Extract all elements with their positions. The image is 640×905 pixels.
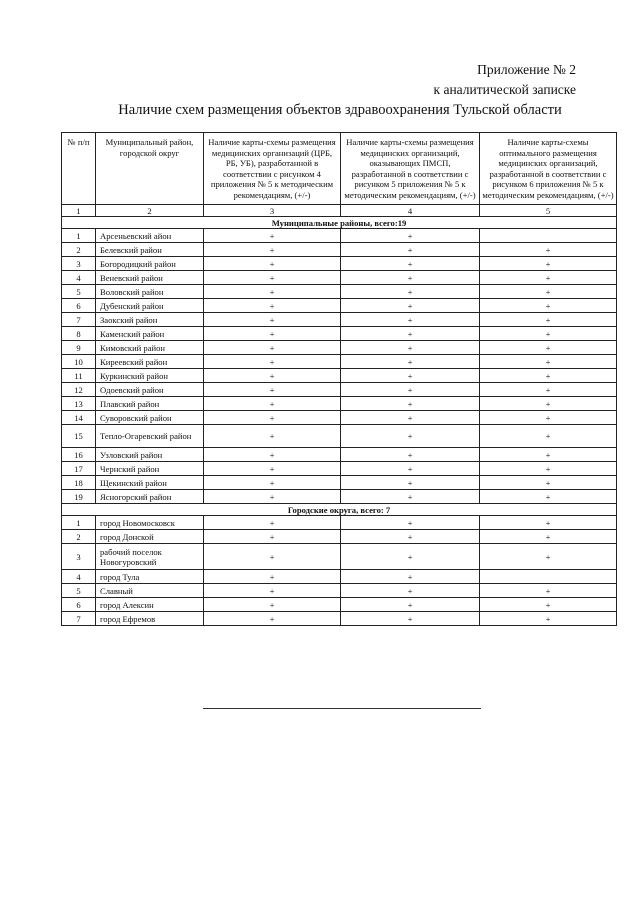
table-row [62, 229, 617, 243]
map-pmsp-value: + [341, 448, 480, 462]
table-row [62, 598, 617, 612]
map-optimal-value: + [480, 271, 617, 285]
table-row [62, 243, 617, 257]
map-pmsp-value: + [341, 341, 480, 355]
column-header-map-pmsp: Наличие карты-схемы размещения медицинских организаций, оказывающих ПМСП, разработанной в соответствии с рисунком 5 приложения № 5 к методическим рекомендациям, (+/-) [341, 133, 480, 205]
row-number: 9 [62, 341, 96, 355]
map-medical-orgs-value: + [204, 476, 341, 490]
map-medical-orgs-value: + [204, 425, 341, 448]
map-optimal-value: + [480, 462, 617, 476]
map-optimal-value: + [480, 369, 617, 383]
district-name: Богородицкий район [96, 257, 204, 271]
map-optimal-value: + [480, 285, 617, 299]
map-medical-orgs-value: + [204, 369, 341, 383]
table-row [62, 313, 617, 327]
table-row [62, 425, 617, 448]
district-name: город Донской [96, 530, 204, 544]
map-pmsp-value: + [341, 299, 480, 313]
map-optimal-value: + [480, 490, 617, 504]
map-optimal-value: + [480, 299, 617, 313]
map-optimal-value: + [480, 530, 617, 544]
row-number: 11 [62, 369, 96, 383]
map-medical-orgs-value: + [204, 355, 341, 369]
map-optimal-value: + [480, 341, 617, 355]
column-index: 1 [62, 205, 96, 217]
district-name: Узловский район [96, 448, 204, 462]
map-pmsp-value: + [341, 476, 480, 490]
table-row [62, 530, 617, 544]
map-optimal-value: + [480, 257, 617, 271]
map-medical-orgs-value: + [204, 229, 341, 243]
map-medical-orgs-value: + [204, 257, 341, 271]
map-optimal-value: + [480, 355, 617, 369]
column-header-map-medical-orgs: Наличие карты-схемы размещения медицинских организаций (ЦРБ, РБ, УБ), разработанной в соответствии с рисунком 4 приложения № 5 к методическим рекомендациям, (+/-) [204, 133, 341, 205]
column-index: 2 [96, 205, 204, 217]
map-pmsp-value: + [341, 271, 480, 285]
table-row [62, 257, 617, 271]
map-optimal-value: + [480, 584, 617, 598]
district-name: город Ефремов [96, 612, 204, 626]
map-medical-orgs-value: + [204, 383, 341, 397]
map-pmsp-value: + [341, 257, 480, 271]
row-number: 18 [62, 476, 96, 490]
row-number: 1 [62, 229, 96, 243]
section-heading-urban: Городские округа, всего: 7 [62, 504, 617, 516]
map-medical-orgs-value: + [204, 243, 341, 257]
table-row [62, 299, 617, 313]
map-pmsp-value: + [341, 570, 480, 584]
table-row [62, 490, 617, 504]
district-name: Арсеньевский айон [96, 229, 204, 243]
map-medical-orgs-value: + [204, 584, 341, 598]
row-number: 3 [62, 257, 96, 271]
row-number: 2 [62, 530, 96, 544]
column-index: 3 [204, 205, 341, 217]
district-name: Веневский район [96, 271, 204, 285]
map-pmsp-value: + [341, 383, 480, 397]
map-pmsp-value: + [341, 598, 480, 612]
map-pmsp-value: + [341, 425, 480, 448]
district-name: Дубенский район [96, 299, 204, 313]
health-schemes-table [61, 132, 617, 626]
district-name: Суворовский район [96, 411, 204, 425]
district-name: Заокский район [96, 313, 204, 327]
map-optimal-value [480, 570, 617, 584]
row-number: 2 [62, 243, 96, 257]
row-number: 1 [62, 516, 96, 530]
district-name: Белевский район [96, 243, 204, 257]
map-medical-orgs-value: + [204, 313, 341, 327]
map-optimal-value: + [480, 313, 617, 327]
map-medical-orgs-value: + [204, 411, 341, 425]
map-medical-orgs-value: + [204, 462, 341, 476]
section-heading-municipal: Муниципальные районы, всего:19 [62, 217, 617, 229]
district-name: Плавский район [96, 397, 204, 411]
district-name: город Новомосковск [96, 516, 204, 530]
district-name: Ясногорский район [96, 490, 204, 504]
district-name: Воловский район [96, 285, 204, 299]
column-header-number: № п/п [62, 133, 96, 205]
row-number: 4 [62, 271, 96, 285]
row-number: 19 [62, 490, 96, 504]
map-medical-orgs-value: + [204, 397, 341, 411]
table-row [62, 476, 617, 490]
document-title: Наличие схем размещения объектов здравоохранения Тульской области [118, 102, 562, 118]
district-name: рабочий поселок Новогуровский [96, 544, 204, 570]
map-medical-orgs-value: + [204, 490, 341, 504]
district-name: Киреевский район [96, 355, 204, 369]
map-optimal-value: + [480, 612, 617, 626]
map-optimal-value: + [480, 544, 617, 570]
map-pmsp-value: + [341, 229, 480, 243]
table-row [62, 327, 617, 341]
map-pmsp-value: + [341, 612, 480, 626]
map-pmsp-value: + [341, 243, 480, 257]
map-pmsp-value: + [341, 327, 480, 341]
map-pmsp-value: + [341, 355, 480, 369]
column-index: 5 [480, 205, 617, 217]
district-name: Чернский район [96, 462, 204, 476]
map-optimal-value: + [480, 411, 617, 425]
row-number: 7 [62, 612, 96, 626]
row-number: 14 [62, 411, 96, 425]
appendix-label: Приложение № 2 [477, 62, 576, 77]
table-row [62, 544, 617, 570]
district-name: Куркинский район [96, 369, 204, 383]
row-number: 13 [62, 397, 96, 411]
footer-rule [203, 708, 481, 709]
map-medical-orgs-value: + [204, 271, 341, 285]
map-medical-orgs-value: + [204, 612, 341, 626]
district-name: Славный [96, 584, 204, 598]
district-name: город Алексин [96, 598, 204, 612]
map-pmsp-value: + [341, 462, 480, 476]
map-pmsp-value: + [341, 490, 480, 504]
map-optimal-value: + [480, 383, 617, 397]
table-row [62, 570, 617, 584]
map-pmsp-value: + [341, 530, 480, 544]
row-number: 15 [62, 425, 96, 448]
map-pmsp-value: + [341, 369, 480, 383]
map-medical-orgs-value: + [204, 285, 341, 299]
column-header-map-optimal: Наличие карты-схемы оптимального размещения медицинских организаций, разработанной в соответствии с рисунком 6 приложения № 5 к методическим рекомендациям, (+/-) [480, 133, 617, 205]
row-number: 6 [62, 299, 96, 313]
table-row [62, 584, 617, 598]
table-row [62, 341, 617, 355]
map-optimal-value [480, 229, 617, 243]
map-medical-orgs-value: + [204, 570, 341, 584]
district-name: Каменский район [96, 327, 204, 341]
map-medical-orgs-value: + [204, 598, 341, 612]
table-row [62, 397, 617, 411]
map-optimal-value: + [480, 327, 617, 341]
table-row [62, 448, 617, 462]
row-number: 6 [62, 598, 96, 612]
map-medical-orgs-value: + [204, 516, 341, 530]
map-pmsp-value: + [341, 584, 480, 598]
map-optimal-value: + [480, 243, 617, 257]
map-medical-orgs-value: + [204, 299, 341, 313]
column-header-district: Муниципальный район, городской округ [96, 133, 204, 205]
note-label: к аналитической записке [433, 82, 576, 97]
map-medical-orgs-value: + [204, 327, 341, 341]
table-row [62, 369, 617, 383]
column-index: 4 [341, 205, 480, 217]
map-pmsp-value: + [341, 411, 480, 425]
row-number: 4 [62, 570, 96, 584]
column-index-row [62, 205, 617, 217]
row-number: 5 [62, 285, 96, 299]
map-optimal-value: + [480, 397, 617, 411]
map-optimal-value: + [480, 476, 617, 490]
map-optimal-value: + [480, 425, 617, 448]
map-pmsp-value: + [341, 516, 480, 530]
table-row [62, 612, 617, 626]
row-number: 10 [62, 355, 96, 369]
table-row [62, 285, 617, 299]
row-number: 8 [62, 327, 96, 341]
row-number: 5 [62, 584, 96, 598]
map-medical-orgs-value: + [204, 448, 341, 462]
district-name: Тепло-Огаревский район [96, 425, 204, 448]
map-medical-orgs-value: + [204, 530, 341, 544]
row-number: 7 [62, 313, 96, 327]
table-row [62, 462, 617, 476]
table-row [62, 271, 617, 285]
map-pmsp-value: + [341, 313, 480, 327]
district-name: город Тула [96, 570, 204, 584]
map-medical-orgs-value: + [204, 544, 341, 570]
map-pmsp-value: + [341, 285, 480, 299]
map-pmsp-value: + [341, 397, 480, 411]
row-number: 12 [62, 383, 96, 397]
district-name: Кимовский район [96, 341, 204, 355]
table-row [62, 411, 617, 425]
row-number: 17 [62, 462, 96, 476]
district-name: Одоевский район [96, 383, 204, 397]
district-name: Щекинский район [96, 476, 204, 490]
map-medical-orgs-value: + [204, 341, 341, 355]
map-optimal-value: + [480, 516, 617, 530]
map-pmsp-value: + [341, 544, 480, 570]
map-optimal-value: + [480, 598, 617, 612]
row-number: 16 [62, 448, 96, 462]
map-optimal-value: + [480, 448, 617, 462]
table-row [62, 355, 617, 369]
row-number: 3 [62, 544, 96, 570]
table-row [62, 516, 617, 530]
table-row [62, 383, 617, 397]
